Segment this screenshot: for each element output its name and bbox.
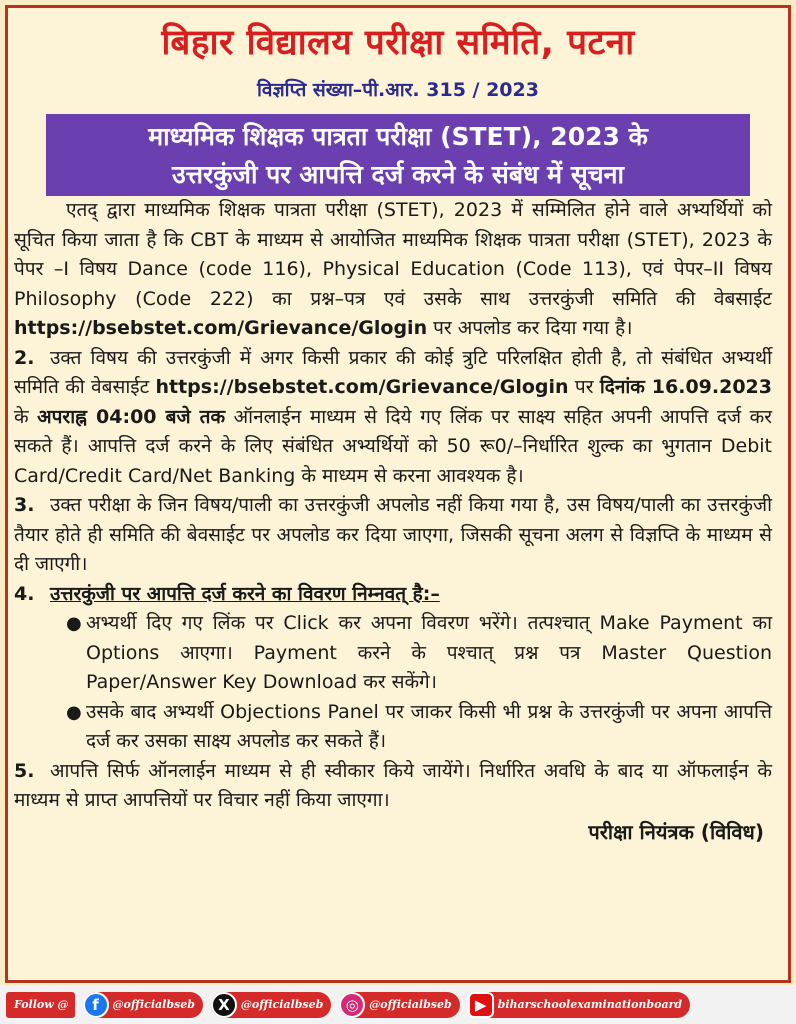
notice-body xyxy=(14,196,772,847)
paragraph-1 xyxy=(14,196,772,344)
paragraph-2-mid: पर xyxy=(568,376,600,398)
facebook-handle: @officialbseb xyxy=(112,998,195,1011)
deadline-time: अपराह्न 04:00 बजे तक xyxy=(37,405,226,428)
youtube-handle: biharschoolexaminationboard xyxy=(497,998,683,1011)
paragraph-3 xyxy=(14,491,772,580)
paragraph-1-text: एतद् द्वारा माध्यमिक शिक्षक पात्रता परीक्षा (STET), 2023 में सम्मिलित होने वाले अभ्यर्थियों को सूचित किया जाता है कि CBT के माध्यम से आयोजित माध्यमिक शिक्षक पात्रता परीक्षा (STET), 2023 के पेपर –I विषय Dance (code 116), Physical Education (Code 113), एवं पेपर–II विषय Philosophy (Code 222) का प्रश्न–पत्र एवं उसके साथ उत्तरकुंजी समिति की वेबसाईट xyxy=(14,199,772,310)
paragraph-2-tail: ऑनलाईन माध्यम से दिये गए लिंक पर साक्ष्य सहित अपनी आपत्ति दर्ज कर सकते हैं। आपत्ति दर्ज करने के लिए संबंधित अभ्यर्थियों को 50 रू0/–निर्धारित शुल्क का भुगतान Debit Card/Credit Card/Net Banking के माध्यम से करना आवश्यक है। xyxy=(14,405,772,487)
list-item xyxy=(14,698,772,757)
bullet-icon: ● xyxy=(66,613,82,634)
facebook-link[interactable] xyxy=(83,992,203,1018)
paragraph-3-number: 3. xyxy=(14,494,35,516)
x-twitter-icon: X xyxy=(211,992,237,1018)
paragraph-3-text: उक्त परीक्षा के जिन विषय/पाली का उत्तरकुंजी अपलोड नहीं किया गया है, उस विषय/पाली का उत्तरकुंजी तैयार होते ही समिति की बेवसाईट पर अपलोड कर दिया जाएगा, जिसकी सूचना अलग से विज्ञप्ति के माध्यम से दी जाएगी। xyxy=(14,494,772,575)
grievance-link[interactable]: https://bsebstet.com/Grievance/Glogin xyxy=(155,376,569,398)
banner-line-2: उत्तरकुंजी पर आपत्ति दर्ज करने के संबंध में सूचना xyxy=(172,160,624,189)
follow-label: Follow @ xyxy=(6,992,75,1018)
facebook-icon: f xyxy=(83,992,109,1018)
paragraph-5-text: आपत्ति सिर्फ ऑनलाईन माध्यम से ही स्वीकार किये जायेंगे। निर्धारित अवधि के बाद या ऑफलाईन के माध्यम से प्राप्त आपत्तियों पर विचार नहीं किया जाएगा। xyxy=(14,759,772,811)
grievance-link[interactable]: https://bsebstet.com/Grievance/Glogin xyxy=(14,317,428,339)
paragraph-2-number: 2. xyxy=(14,346,35,369)
youtube-icon: ▶ xyxy=(468,992,494,1018)
youtube-link[interactable] xyxy=(468,992,690,1018)
bullet-text: अभ्यर्थी दिए गए लिंक पर Click कर अपना विवरण भरेंगे। तत्पश्चात् Make Payment का Options आएगा। Payment करने के पश्चात् प्रश्न पत्र Master Question Paper/Answer Key Download कर सकेंगे। xyxy=(86,612,772,693)
twitter-link[interactable] xyxy=(211,992,331,1018)
paragraph-2-text: उक्त विषय की उत्तरकुंजी में अगर किसी प्रकार की कोई त्रुटि परिलक्षित होती है, तो संबंधित अभ्यर्थी समिति की वेबसाईट xyxy=(14,346,772,398)
instagram-link[interactable] xyxy=(339,992,459,1018)
notice-number: विज्ञप्ति संख्या–पी.आर. 315 / 2023 xyxy=(257,79,539,101)
paragraph-5-number: 5. xyxy=(14,759,35,782)
list-item xyxy=(14,609,772,698)
paragraph-2 xyxy=(14,344,772,492)
page-title: बिहार विद्यालय परीक्षा समिति, पटना xyxy=(161,23,635,63)
instagram-icon: ◎ xyxy=(339,992,365,1018)
instagram-handle: @officialbseb xyxy=(369,998,452,1011)
bullet-icon: ● xyxy=(66,701,82,723)
paragraph-1-tail: पर अपलोड कर दिया गया है। xyxy=(427,317,633,339)
paragraph-5 xyxy=(14,757,772,816)
subject-banner xyxy=(46,114,750,196)
paragraph-4-number: 4. xyxy=(14,582,35,605)
paragraph-4 xyxy=(14,580,772,610)
twitter-handle: @officialbseb xyxy=(240,998,324,1011)
banner-line-1: माध्यमिक शिक्षक पात्रता परीक्षा (STET), 2023 के xyxy=(148,122,648,151)
paragraph-4-heading: उत्तरकुंजी पर आपत्ति दर्ज करने का विवरण निम्नवत् है:– xyxy=(50,582,440,605)
paragraph-2-mid2: के xyxy=(14,405,38,428)
deadline-date: दिनांक 16.09.2023 xyxy=(599,376,772,398)
bullet-text: उसके बाद अभ्यर्थी Objections Panel पर जाकर किसी भी प्रश्न के उत्तरकुंजी पर अपना आपत्ति दर्ज कर उसका साक्ष्य अपलोड कर सकते हैं। xyxy=(86,700,772,752)
social-footer xyxy=(0,985,796,1024)
signature: परीक्षा नियंत्रक (विविध) xyxy=(588,819,764,844)
